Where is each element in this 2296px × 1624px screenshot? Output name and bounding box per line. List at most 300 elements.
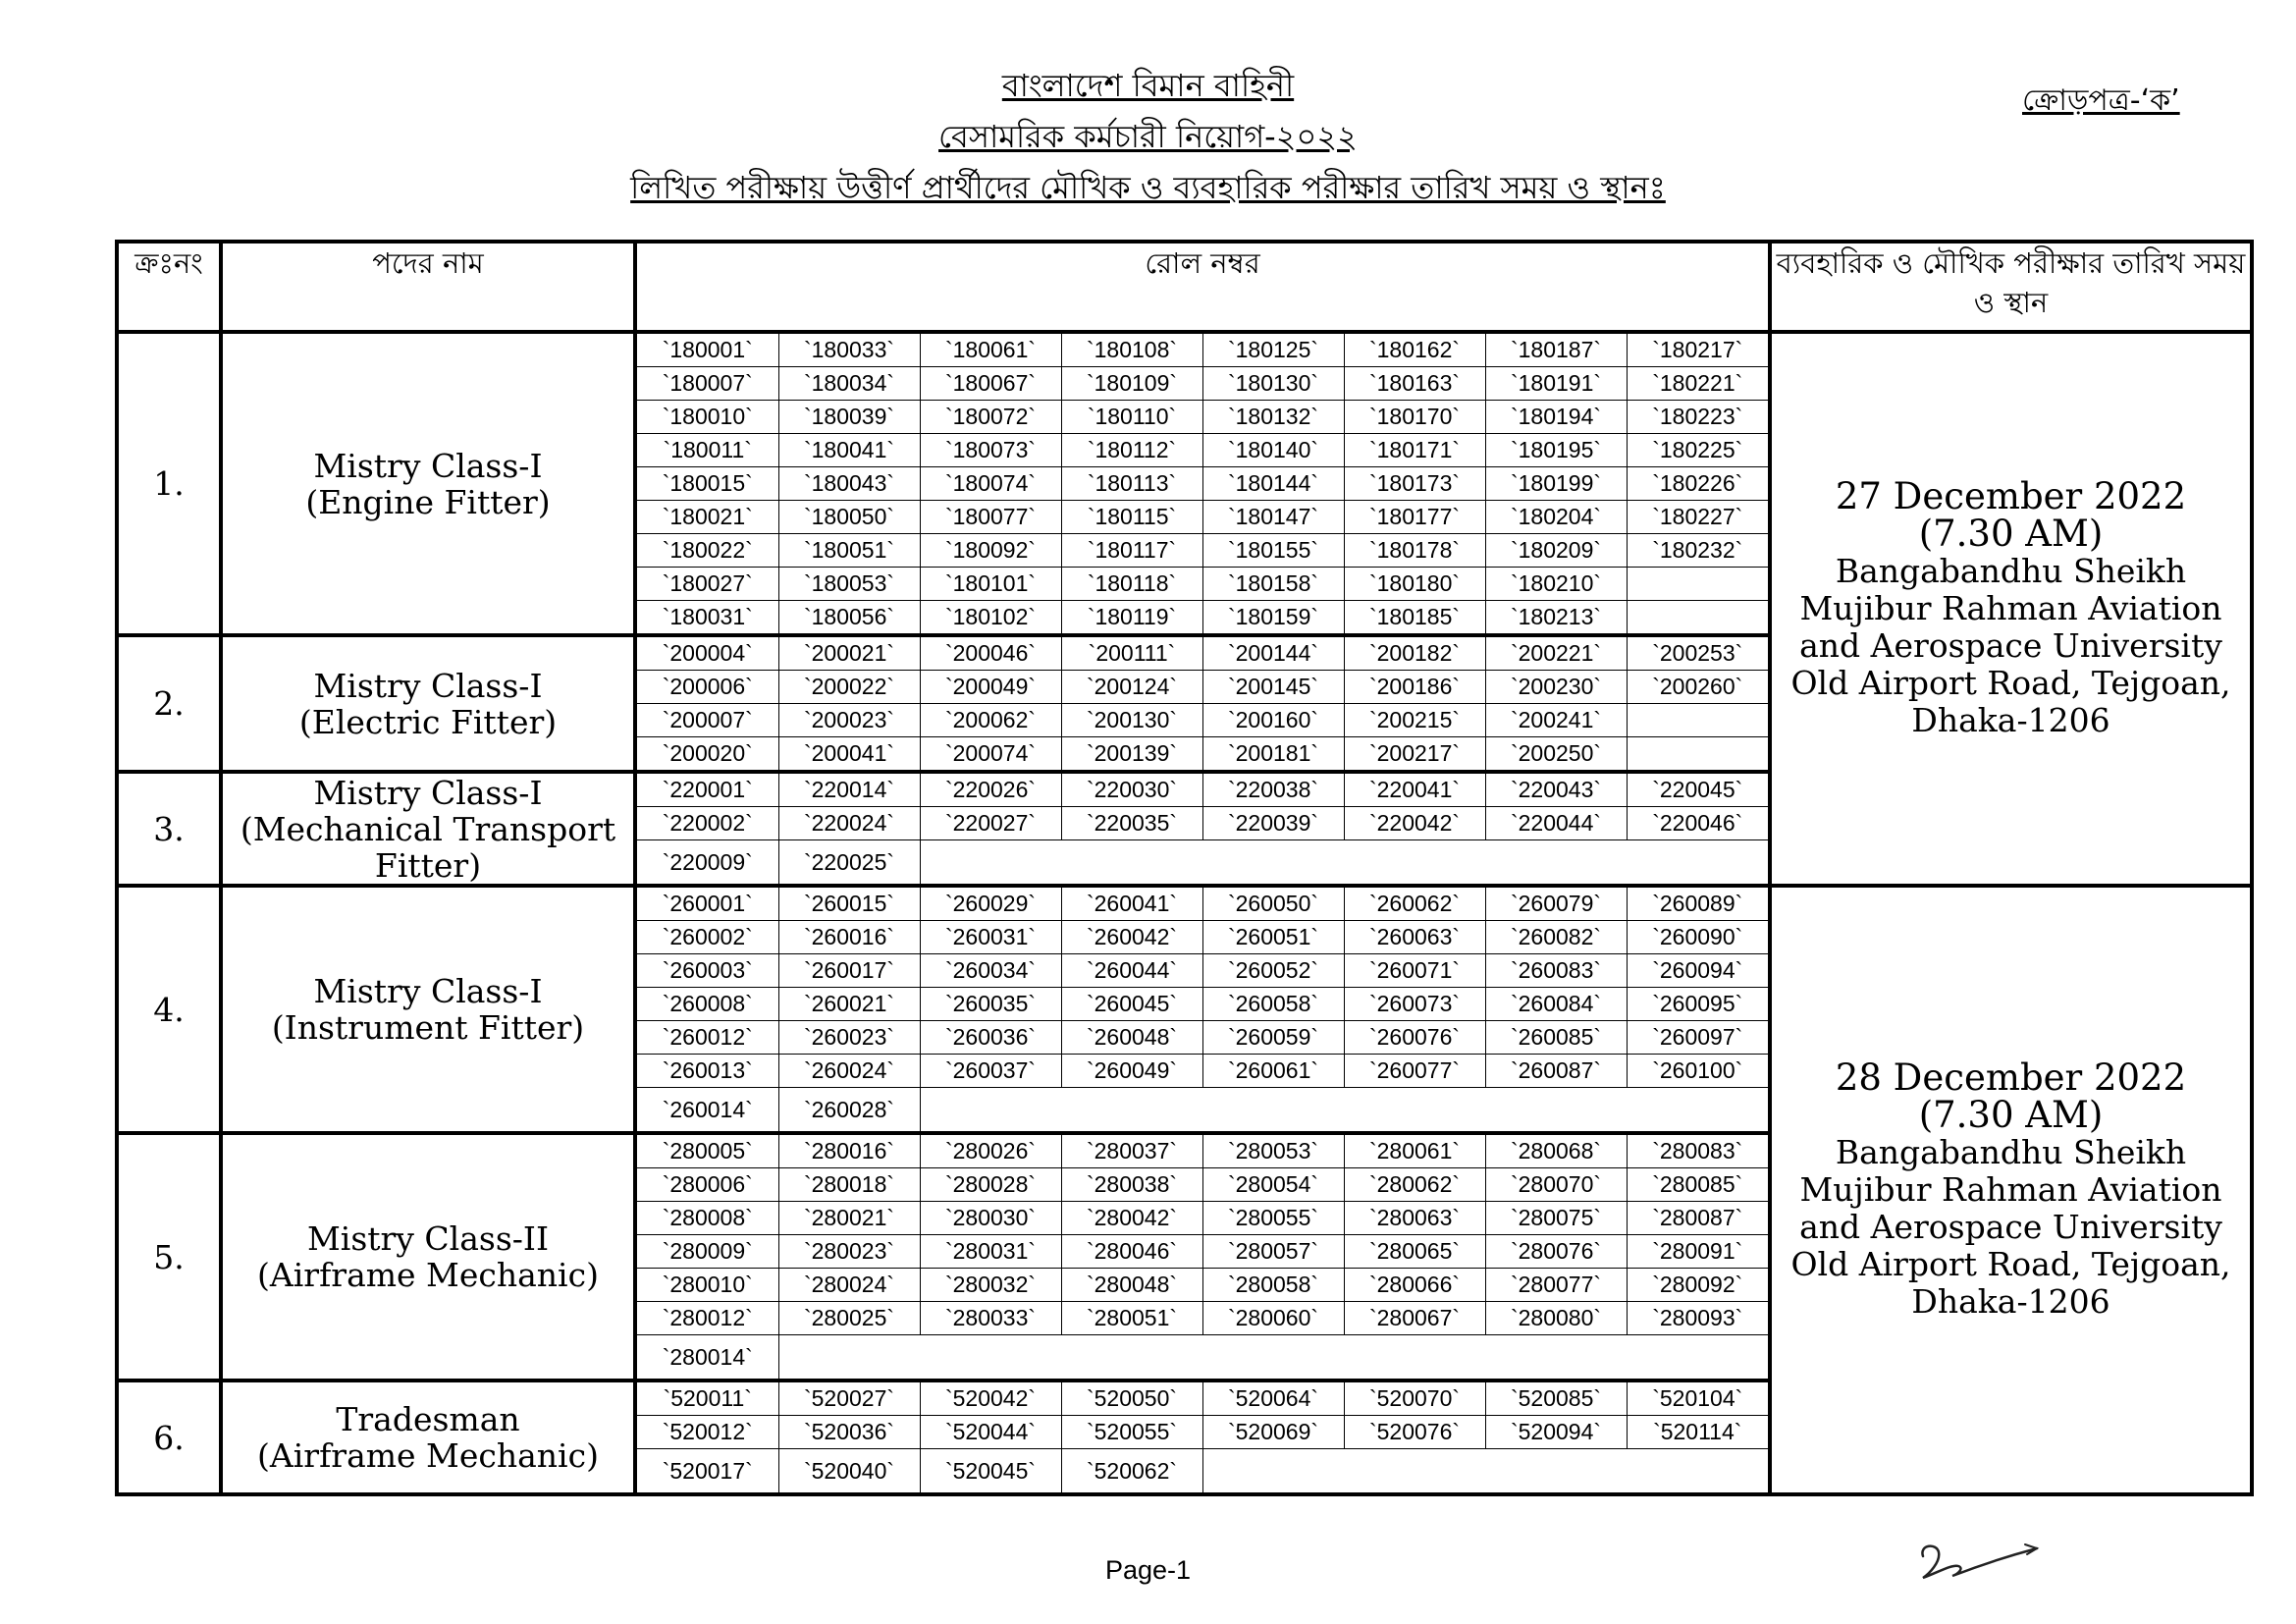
roll-grid [637, 888, 1768, 1131]
roll-row [637, 774, 1768, 807]
roll-number: `260029` [920, 888, 1061, 921]
roll-number: `180130` [1202, 367, 1344, 401]
roll-number: `200124` [1061, 671, 1202, 704]
post-name-line: Mistry Class-I [313, 972, 543, 1010]
roll-number: `180159` [1202, 601, 1344, 634]
roll-number: `180171` [1344, 434, 1485, 467]
roll-number: `220026` [920, 774, 1061, 807]
roll-number: `520064` [1202, 1382, 1344, 1416]
roll-number: `260031` [920, 921, 1061, 954]
roll-number: `220002` [637, 807, 778, 840]
roll-number: `200260` [1627, 671, 1768, 704]
post-name-line: (Instrument Fitter) [271, 1008, 585, 1047]
roll-blank [1202, 1449, 1768, 1493]
roll-number: `520104` [1627, 1382, 1768, 1416]
roll-number: `520012` [637, 1416, 778, 1449]
roll-number: `260059` [1202, 1021, 1344, 1055]
roll-row [637, 1088, 1768, 1132]
roll-number: `220035` [1061, 807, 1202, 840]
serial-number: 1. [117, 332, 221, 635]
roll-row [637, 1168, 1768, 1202]
post-name-line: (Airframe Mechanic) [257, 1436, 599, 1475]
roll-row [637, 1055, 1768, 1088]
roll-number: `520011` [637, 1382, 778, 1416]
roll-number: `260049` [1061, 1055, 1202, 1088]
roll-number: `280014` [637, 1335, 778, 1380]
roll-number: `520036` [778, 1416, 920, 1449]
roll-number: `200046` [920, 637, 1061, 671]
roll-number: `200021` [778, 637, 920, 671]
col-header-venue: ব্যবহারিক ও মৌখিক পরীক্ষার তারিখ সময় ও স্থান [1770, 242, 2252, 332]
roll-number: `180173` [1344, 467, 1485, 501]
post-name-line: Mistry Class-I [313, 773, 543, 812]
roll-number: `260090` [1627, 921, 1768, 954]
roll-number: `200130` [1061, 704, 1202, 737]
venue-address-line: Mujibur Rahman Aviation [1799, 1170, 2222, 1209]
roll-number: `280087` [1627, 1202, 1768, 1235]
roll-number: `260036` [920, 1021, 1061, 1055]
post-name-line: Fitter) [374, 845, 482, 885]
roll-number: `520114` [1627, 1416, 1768, 1449]
venue-address-line: Dhaka-1206 [1911, 1282, 2110, 1321]
roll-row [637, 1135, 1768, 1168]
roll-number: `180021` [637, 501, 778, 534]
schedule-body [117, 332, 2252, 1494]
roll-number: `180210` [1485, 568, 1627, 601]
roll-number [1627, 601, 1768, 634]
roll-number: `220046` [1627, 807, 1768, 840]
roll-number: `280075` [1485, 1202, 1627, 1235]
roll-number: `280008` [637, 1202, 778, 1235]
roll-number [1627, 737, 1768, 771]
roll-number: `260016` [778, 921, 920, 954]
roll-number: `280010` [637, 1269, 778, 1302]
roll-number: `220024` [778, 807, 920, 840]
roll-number: `180113` [1061, 467, 1202, 501]
roll-numbers [635, 1133, 1770, 1380]
roll-number: `260002` [637, 921, 778, 954]
recruitment-title: বেসামরিক কর্মচারী নিয়োগ-২০২২ [938, 118, 1358, 155]
roll-number: `280083` [1627, 1135, 1768, 1168]
roll-number: `180074` [920, 467, 1061, 501]
notice-title: লিখিত পরীক্ষায় উত্তীর্ণ প্রার্থীদের মৌখিক ও ব্যবহারিক পরীক্ষার তারিখ সময় ও স্থানঃ [630, 169, 1666, 206]
roll-number: `180007` [637, 367, 778, 401]
roll-number: `180051` [778, 534, 920, 568]
roll-number: `180034` [778, 367, 920, 401]
roll-number: `260085` [1485, 1021, 1627, 1055]
roll-number: `180117` [1061, 534, 1202, 568]
roll-number: `260089` [1627, 888, 1768, 921]
roll-numbers [635, 635, 1770, 772]
roll-number: `260012` [637, 1021, 778, 1055]
roll-number: `180187` [1485, 334, 1627, 367]
roll-number: `260082` [1485, 921, 1627, 954]
roll-grid [637, 1135, 1768, 1379]
post-name-line: (Electric Fitter) [298, 702, 558, 741]
roll-number: `200241` [1485, 704, 1627, 737]
roll-number: `260100` [1627, 1055, 1768, 1088]
exam-time: (7.30 AM) [1918, 1094, 2104, 1136]
roll-number: `260015` [778, 888, 920, 921]
signature [1909, 1527, 2047, 1596]
roll-number: `260035` [920, 988, 1061, 1021]
roll-number: `220039` [1202, 807, 1344, 840]
roll-number: `200022` [778, 671, 920, 704]
roll-number: `180163` [1344, 367, 1485, 401]
roll-number: `180144` [1202, 467, 1344, 501]
roll-number: `180225` [1627, 434, 1768, 467]
roll-number: `180223` [1627, 401, 1768, 434]
roll-number: `180217` [1627, 334, 1768, 367]
roll-number: `280062` [1344, 1168, 1485, 1202]
schedule-table [115, 240, 2254, 1496]
roll-number: `180043` [778, 467, 920, 501]
roll-number: `280058` [1202, 1269, 1344, 1302]
roll-row [637, 1449, 1768, 1493]
roll-number: `220027` [920, 807, 1061, 840]
post-name [221, 1133, 635, 1380]
post-name-line: Tradesman [336, 1400, 520, 1438]
roll-number: `260062` [1344, 888, 1485, 921]
roll-number: `200139` [1061, 737, 1202, 771]
roll-number: `280031` [920, 1235, 1061, 1269]
roll-numbers [635, 1380, 1770, 1494]
venue-address-line: Mujibur Rahman Aviation [1799, 589, 2222, 627]
roll-number: `520050` [1061, 1382, 1202, 1416]
roll-grid [637, 334, 1768, 633]
roll-row [637, 334, 1768, 367]
roll-number: `260041` [1061, 888, 1202, 921]
roll-number: `180010` [637, 401, 778, 434]
roll-number: `200144` [1202, 637, 1344, 671]
roll-number: `220014` [778, 774, 920, 807]
roll-number: `280060` [1202, 1302, 1344, 1335]
roll-row [637, 501, 1768, 534]
roll-number: `260071` [1344, 954, 1485, 988]
roll-row [637, 807, 1768, 840]
roll-number: `520062` [1061, 1449, 1202, 1493]
roll-number: `180155` [1202, 534, 1344, 568]
exam-date: 28 December 2022 [1835, 1056, 2187, 1099]
roll-number: `180027` [637, 568, 778, 601]
roll-number: `200182` [1344, 637, 1485, 671]
col-header-roll: রোল নম্বর [635, 242, 1770, 332]
roll-number: `180001` [637, 334, 778, 367]
roll-number: `280005` [637, 1135, 778, 1168]
header-row [117, 242, 2252, 332]
roll-number: `180056` [778, 601, 920, 634]
roll-number: `200160` [1202, 704, 1344, 737]
roll-number: `220009` [637, 840, 778, 885]
roll-number: `260003` [637, 954, 778, 988]
roll-number: `180022` [637, 534, 778, 568]
roll-number: `260037` [920, 1055, 1061, 1088]
exam-date: 27 December 2022 [1835, 475, 2187, 517]
roll-number: `200007` [637, 704, 778, 737]
roll-number: `220043` [1485, 774, 1627, 807]
roll-number: `520094` [1485, 1416, 1627, 1449]
org-title: বাংলাদেশ বিমান বাহিনী [1001, 67, 1295, 104]
post-name-line: (Mechanical Transport [240, 809, 616, 848]
roll-number: `260079` [1485, 888, 1627, 921]
roll-number: `200181` [1202, 737, 1344, 771]
roll-number: `280038` [1061, 1168, 1202, 1202]
roll-grid [637, 774, 1768, 884]
roll-grid [637, 637, 1768, 770]
roll-number: `200250` [1485, 737, 1627, 771]
post-name-line: (Engine Fitter) [305, 482, 551, 521]
serial-number: 6. [117, 1380, 221, 1494]
roll-number: `180033` [778, 334, 920, 367]
post-name [221, 635, 635, 772]
roll-number: `220025` [778, 840, 920, 885]
roll-number: `180118` [1061, 568, 1202, 601]
roll-number: `280048` [1061, 1269, 1202, 1302]
roll-number: `180178` [1344, 534, 1485, 568]
roll-row [637, 434, 1768, 467]
roll-number: `260001` [637, 888, 778, 921]
roll-number: `180015` [637, 467, 778, 501]
roll-number: `280042` [1061, 1202, 1202, 1235]
roll-number: `220045` [1627, 774, 1768, 807]
roll-number: `180147` [1202, 501, 1344, 534]
roll-number: `520027` [778, 1382, 920, 1416]
roll-number: `280006` [637, 1168, 778, 1202]
roll-number: `520055` [1061, 1416, 1202, 1449]
roll-number: `200215` [1344, 704, 1485, 737]
roll-number: `180132` [1202, 401, 1344, 434]
roll-number: `280066` [1344, 1269, 1485, 1302]
post-name-line: Mistry Class-I [313, 666, 543, 705]
venue-address-line: Bangabandhu Sheikh [1835, 1133, 2187, 1171]
roll-number: `180073` [920, 434, 1061, 467]
roll-number: `260008` [637, 988, 778, 1021]
roll-number: `200217` [1344, 737, 1485, 771]
roll-row [637, 568, 1768, 601]
roll-row [637, 671, 1768, 704]
roll-number: `280030` [920, 1202, 1061, 1235]
roll-number: `200041` [778, 737, 920, 771]
roll-number: `260034` [920, 954, 1061, 988]
roll-number: `260023` [778, 1021, 920, 1055]
roll-number [1627, 568, 1768, 601]
roll-number: `520042` [920, 1382, 1061, 1416]
roll-number: `200253` [1627, 637, 1768, 671]
roll-number: `280093` [1627, 1302, 1768, 1335]
roll-number: `180011` [637, 434, 778, 467]
roll-row [637, 637, 1768, 671]
roll-number: `260017` [778, 954, 920, 988]
col-header-sl: ক্রঃনং [117, 242, 221, 332]
venue-address-line: Old Airport Road, Tejgoan, [1790, 1245, 2231, 1283]
venue-address-line: Old Airport Road, Tejgoan, [1790, 664, 2231, 702]
roll-number: `180039` [778, 401, 920, 434]
roll-row [637, 737, 1768, 771]
roll-number: `180102` [920, 601, 1061, 634]
roll-number: `280053` [1202, 1135, 1344, 1168]
roll-row [637, 988, 1768, 1021]
post-name [221, 772, 635, 886]
roll-number: `280032` [920, 1269, 1061, 1302]
roll-number: `180031` [637, 601, 778, 634]
roll-number: `180213` [1485, 601, 1627, 634]
roll-number: `280051` [1061, 1302, 1202, 1335]
roll-number: `180177` [1344, 501, 1485, 534]
serial-number: 3. [117, 772, 221, 886]
roll-number: `220030` [1061, 774, 1202, 807]
roll-number: `180110` [1061, 401, 1202, 434]
roll-number: `280065` [1344, 1235, 1485, 1269]
roll-row [637, 1235, 1768, 1269]
roll-number: `520045` [920, 1449, 1061, 1493]
roll-number: `180232` [1627, 534, 1768, 568]
roll-number: `260044` [1061, 954, 1202, 988]
roll-number: `220041` [1344, 774, 1485, 807]
roll-number: `280063` [1344, 1202, 1485, 1235]
post-row [117, 332, 2252, 635]
roll-number: `200020` [637, 737, 778, 771]
roll-number: `180101` [920, 568, 1061, 601]
exam-venue [1770, 886, 2252, 1494]
roll-number: `180180` [1344, 568, 1485, 601]
roll-number: `520070` [1344, 1382, 1485, 1416]
roll-number: `260052` [1202, 954, 1344, 988]
roll-number: `200074` [920, 737, 1061, 771]
roll-number: `260048` [1061, 1021, 1202, 1055]
roll-number: `280061` [1344, 1135, 1485, 1168]
roll-number: `260083` [1485, 954, 1627, 988]
roll-blank [920, 840, 1768, 885]
roll-number: `200049` [920, 671, 1061, 704]
col-header-post: পদের নাম [221, 242, 635, 332]
venue-address-line: and Aerospace University [1799, 626, 2222, 665]
roll-number: `180061` [920, 334, 1061, 367]
roll-row [637, 1302, 1768, 1335]
roll-number: `180204` [1485, 501, 1627, 534]
roll-row [637, 1416, 1768, 1449]
roll-number: `260013` [637, 1055, 778, 1088]
roll-number: `280077` [1485, 1269, 1627, 1302]
roll-number: `220042` [1344, 807, 1485, 840]
roll-number: `260077` [1344, 1055, 1485, 1088]
roll-number: `520044` [920, 1416, 1061, 1449]
serial-number: 2. [117, 635, 221, 772]
roll-number: `260042` [1061, 921, 1202, 954]
roll-number: `180041` [778, 434, 920, 467]
post-name [221, 332, 635, 635]
roll-row [637, 954, 1768, 988]
roll-number: `280024` [778, 1269, 920, 1302]
page-number: Page-1 [1104, 1555, 1192, 1585]
roll-number: `180112` [1061, 434, 1202, 467]
roll-number: `180109` [1061, 367, 1202, 401]
serial-number: 5. [117, 1133, 221, 1380]
roll-number: `260095` [1627, 988, 1768, 1021]
roll-number: `180158` [1202, 568, 1344, 601]
roll-number: `180119` [1061, 601, 1202, 634]
roll-row [637, 1335, 1768, 1380]
roll-number: `280023` [778, 1235, 920, 1269]
venue-address-line: Bangabandhu Sheikh [1835, 552, 2187, 590]
roll-number: `280091` [1627, 1235, 1768, 1269]
roll-row [637, 467, 1768, 501]
roll-number: `280080` [1485, 1302, 1627, 1335]
roll-number: `260094` [1627, 954, 1768, 988]
roll-number: `180194` [1485, 401, 1627, 434]
roll-number: `180140` [1202, 434, 1344, 467]
roll-number: `180108` [1061, 334, 1202, 367]
roll-number [1627, 704, 1768, 737]
roll-row [637, 888, 1768, 921]
roll-number: `200062` [920, 704, 1061, 737]
roll-number: `280026` [920, 1135, 1061, 1168]
roll-number: `260076` [1344, 1021, 1485, 1055]
roll-number: `200145` [1202, 671, 1344, 704]
roll-numbers [635, 332, 1770, 635]
roll-number: `520085` [1485, 1382, 1627, 1416]
roll-grid [637, 1382, 1768, 1492]
roll-number: `180191` [1485, 367, 1627, 401]
roll-number: `280054` [1202, 1168, 1344, 1202]
roll-row [637, 401, 1768, 434]
roll-number: `180199` [1485, 467, 1627, 501]
roll-number: `280055` [1202, 1202, 1344, 1235]
roll-number: `200004` [637, 637, 778, 671]
roll-number: `200186` [1344, 671, 1485, 704]
roll-number: `280037` [1061, 1135, 1202, 1168]
roll-number: `200230` [1485, 671, 1627, 704]
roll-number: `260084` [1485, 988, 1627, 1021]
roll-row [637, 1269, 1768, 1302]
post-name-line: (Airframe Mechanic) [257, 1256, 599, 1294]
roll-number: `180077` [920, 501, 1061, 534]
roll-number: `280068` [1485, 1135, 1627, 1168]
roll-number: `180226` [1627, 467, 1768, 501]
roll-number: `280021` [778, 1202, 920, 1235]
roll-number: `180195` [1485, 434, 1627, 467]
roll-number: `520040` [778, 1449, 920, 1493]
roll-number: `260050` [1202, 888, 1344, 921]
roll-number: `200023` [778, 704, 920, 737]
roll-row [637, 367, 1768, 401]
roll-number: `200111` [1061, 637, 1202, 671]
roll-number: `260061` [1202, 1055, 1344, 1088]
roll-number: `520069` [1202, 1416, 1344, 1449]
roll-number: `260024` [778, 1055, 920, 1088]
roll-numbers [635, 772, 1770, 886]
roll-row [637, 1202, 1768, 1235]
roll-row [637, 534, 1768, 568]
roll-number: `280067` [1344, 1302, 1485, 1335]
post-row [117, 886, 2252, 1133]
roll-number: `180185` [1344, 601, 1485, 634]
roll-number: `180053` [778, 568, 920, 601]
roll-row [637, 1382, 1768, 1416]
post-name-line: Mistry Class-II [306, 1219, 550, 1258]
roll-number: `260097` [1627, 1021, 1768, 1055]
roll-number: `280085` [1627, 1168, 1768, 1202]
roll-number: `220001` [637, 774, 778, 807]
roll-row [637, 704, 1768, 737]
roll-number: `280016` [778, 1135, 920, 1168]
roll-number: `260014` [637, 1088, 778, 1132]
roll-number: `280028` [920, 1168, 1061, 1202]
roll-numbers [635, 886, 1770, 1133]
roll-blank [920, 1088, 1768, 1132]
post-name-line: Mistry Class-I [313, 446, 543, 485]
roll-row [637, 601, 1768, 634]
post-name [221, 1380, 635, 1494]
